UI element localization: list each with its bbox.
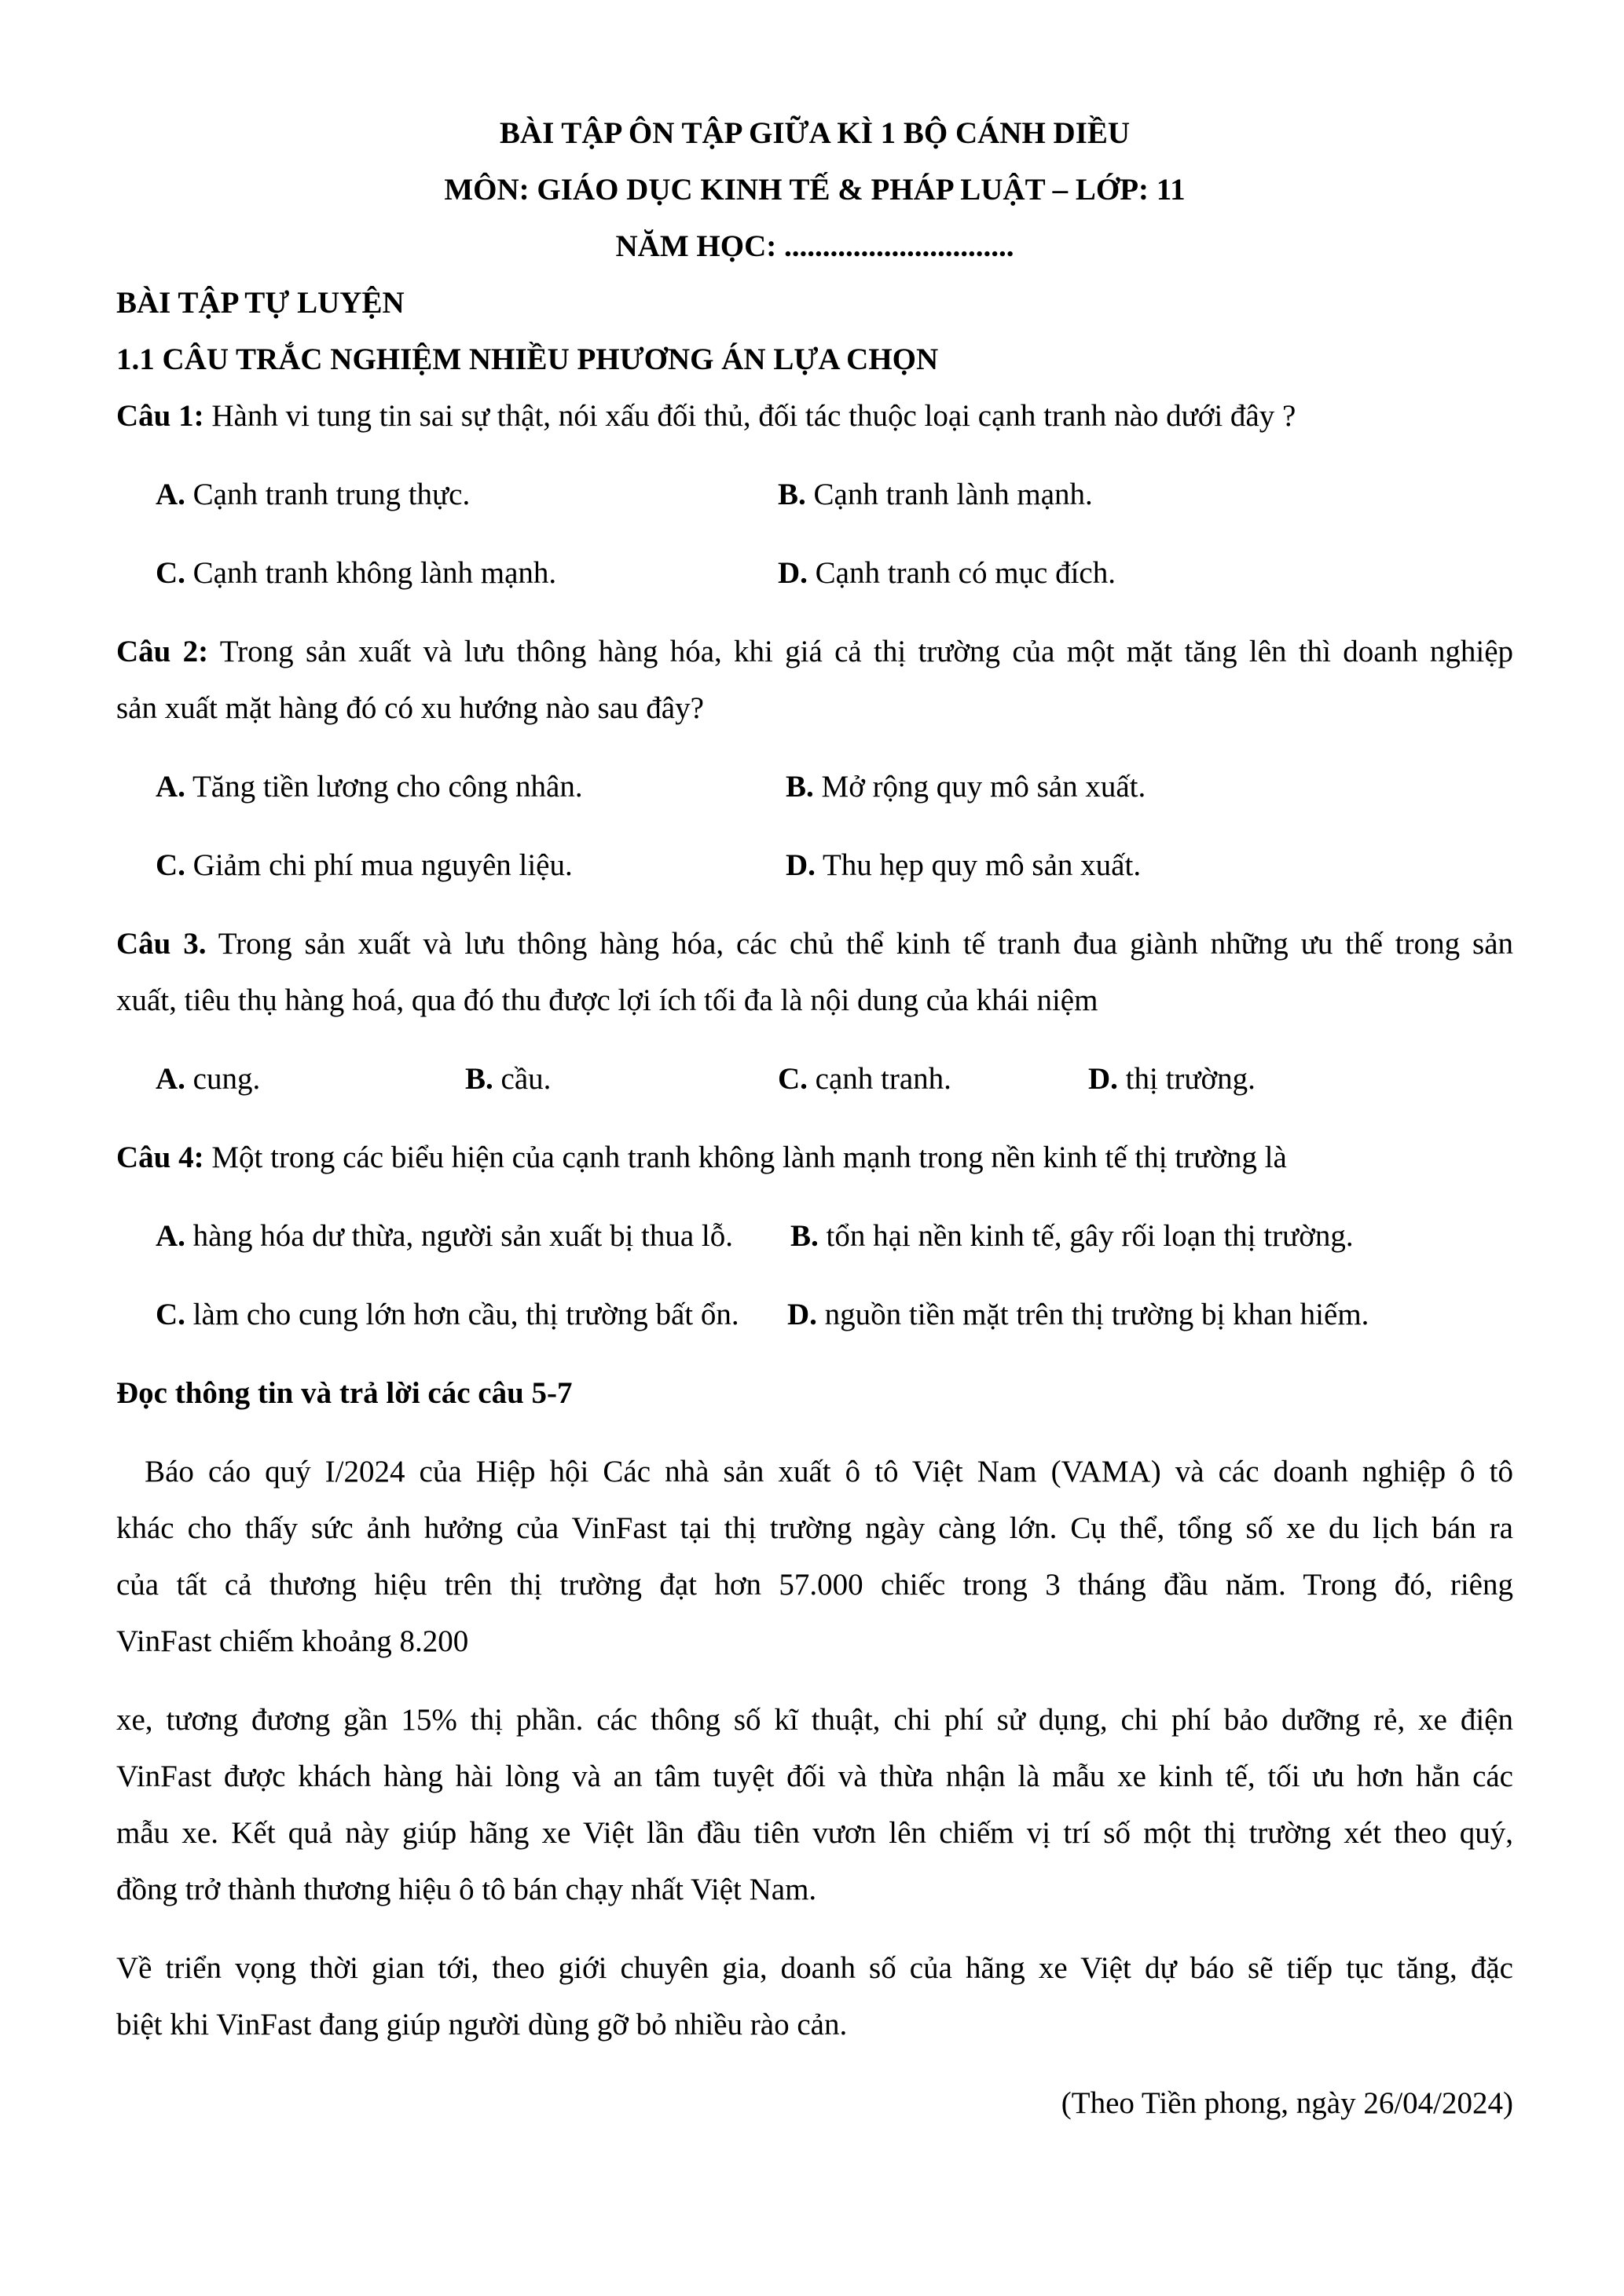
q1-option-d: D. Cạnh tranh có mục đích. — [778, 556, 1116, 590]
q2-option-c: C. Giảm chi phí mua nguyên liệu. — [156, 848, 573, 882]
question-label: Câu 4: — [116, 1141, 204, 1174]
school-year: NĂM HỌC: .............................. — [615, 229, 1014, 263]
q2-option-b: B. Mở rộng quy mô sản xuất. — [786, 770, 1146, 804]
reading-p3-line-2: biệt khi VinFast đang giúp người dùng gỡ bỏ nhiều rào cản. — [116, 2008, 848, 2041]
q4-option-c: C. làm cho cung lớn hơn cầu, thị trường bất ổn. — [156, 1298, 739, 1331]
q1-option-b: B. Cạnh tranh lành mạnh. — [778, 478, 1093, 511]
q3-option-d: D. thị trường. — [1088, 1062, 1256, 1096]
question-label: Câu 1: — [116, 399, 204, 433]
reading-source: (Theo Tiền phong, ngày 26/04/2024) — [1061, 2086, 1513, 2120]
subject-title: MÔN: GIÁO DỤC KINH TẾ & PHÁP LUẬT – LỚP: 11 — [444, 173, 1186, 207]
q2-option-d: D. Thu hẹp quy mô sản xuất. — [786, 848, 1142, 882]
question-label: Câu 2: — [116, 635, 209, 668]
question-1 — [116, 397, 1513, 435]
q4-option-b: B. tổn hại nền kinh tế, gây rối loạn thị trường. — [790, 1219, 1354, 1253]
q3-option-a: A. cung. — [156, 1062, 261, 1096]
section-subheading: 1.1 CÂU TRẮC NGHIỆM NHIỀU PHƯƠNG ÁN LỰA CHỌN — [116, 342, 939, 376]
reading-p1-line-4: VinFast chiếm khoảng 8.200 — [116, 1624, 469, 1658]
question-4: Câu 4: Một trong các biểu hiện của cạnh tranh không lành mạnh trong nền kinh tế thị trường là — [116, 1141, 1287, 1174]
reading-p2-line-1: xe, tương đương gần 15% thị phần. các thông số kĩ thuật, chi phí sử dụng, chi phí bảo dưỡng rẻ, xe điện — [116, 1703, 1513, 1737]
question-text: Hành vi tung tin sai sự thật, nói xấu đối thủ, đối tác thuộc loại cạnh tranh nào dưới đây ? — [203, 399, 1296, 433]
question-3-line-2: xuất, tiêu thụ hàng hoá, qua đó thu được lợi ích tối đa là nội dung của khái niệm — [116, 983, 1098, 1017]
question-2-line-2: sản xuất mặt hàng đó có xu hướng nào sau đây? — [116, 691, 704, 725]
reading-heading: Đọc thông tin và trả lời các câu 5-7 — [116, 1376, 573, 1410]
q3-option-c: C. cạnh tranh. — [778, 1062, 951, 1096]
section-heading: BÀI TẬP TỰ LUYỆN — [116, 286, 405, 320]
reading-p1-line-3: của tất cả thương hiệu trên thị trường đạt hơn 57.000 chiếc trong 3 tháng đầu năm. Trong đó, riêng — [116, 1568, 1513, 1602]
reading-p1-line-2: khác cho thấy sức ảnh hưởng của VinFast tại thị trường ngày càng lớn. Cụ thể, tổng số xe du lịch bán ra — [116, 1511, 1513, 1545]
document-title: BÀI TẬP ÔN TẬP GIỮA KÌ 1 BỘ CÁNH DIỀU — [499, 116, 1131, 150]
q4-option-d: D. nguồn tiền mặt trên thị trường bị khan hiếm. — [787, 1298, 1369, 1331]
reading-p2-line-4: đồng trở thành thương hiệu ô tô bán chạy nhất Việt Nam. — [116, 1873, 817, 1906]
question-3-line-1: Câu 3. Trong sản xuất và lưu thông hàng hóa, các chủ thể kinh tế tranh đua giành những ưu thế trong sản — [116, 927, 1513, 961]
reading-p2-line-3: mẫu xe. Kết quả này giúp hãng xe Việt lần đầu tiên vươn lên chiếm vị trí số một thị trường xét theo quý, — [116, 1816, 1513, 1850]
q3-option-b: B. cầu. — [465, 1062, 552, 1096]
q1-option-c: C. Cạnh tranh không lành mạnh. — [156, 556, 557, 590]
reading-p1-line-1: Báo cáo quý I/2024 của Hiệp hội Các nhà sản xuất ô tô Việt Nam (VAMA) và các doanh nghiệp ô tô — [116, 1455, 1513, 1489]
q2-option-a: A. Tăng tiền lương cho công nhân. — [156, 770, 583, 804]
question-2-line-1: Câu 2: Trong sản xuất và lưu thông hàng hóa, khi giá cả thị trường của một mặt tăng lên thì doanh nghiệp — [116, 635, 1514, 668]
reading-p3-line-1: Về triển vọng thời gian tới, theo giới chuyên gia, doanh số của hãng xe Việt dự báo sẽ tiếp tục tăng, đặc — [116, 1951, 1513, 1985]
q4-option-a: A. hàng hóa dư thừa, người sản xuất bị thua lỗ. — [156, 1219, 734, 1253]
question-label: Câu 3. — [116, 927, 207, 961]
reading-p2-line-2: VinFast được khách hàng hài lòng và an tâm tuyệt đối và thừa nhận là mẫu xe kinh tế, tối ưu hơn hẳn các — [116, 1760, 1513, 1793]
q1-option-a: A. Cạnh tranh trung thực. — [156, 478, 471, 511]
